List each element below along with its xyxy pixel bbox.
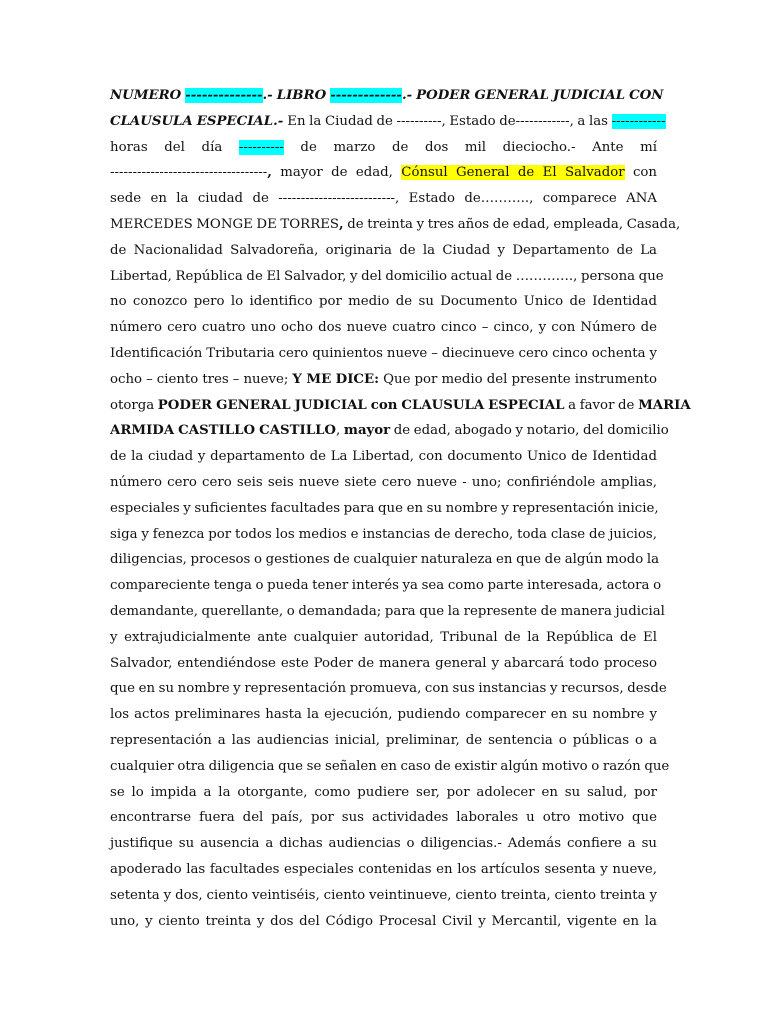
text-run: siga y fenezca por todos los medios e instancias de derecho, toda clase de juicios, [110, 526, 657, 542]
text-run: justifique su ausencia a dichas audiencias o diligencias.- Además confiere a su [110, 836, 657, 852]
document-line [110, 883, 657, 909]
document-line [110, 238, 657, 264]
document-line [110, 418, 669, 444]
text-run: no conozco pero lo identifico por medio de su Documento Unico de Identidad [110, 294, 657, 310]
text-run: horas del día [110, 139, 239, 155]
document-line [110, 805, 657, 831]
text-run: , [336, 423, 344, 439]
text-run: Identificación Tributaria cero quinientos nueve – diecinueve cero cinco ochenta y [110, 345, 657, 361]
text-run: ocho – ciento tres – nueve; [110, 371, 293, 387]
document-line [110, 160, 657, 186]
document-line [110, 315, 657, 341]
bold-text-run: .- PODER GENERAL JUDICIAL CON [401, 88, 664, 103]
text-run: ----------------------------------- [110, 165, 268, 181]
text-run: número cero cuatro uno ocho dos nueve cuatro cinco – cinco, y con Número de [110, 320, 657, 336]
bold-text-run: , [339, 216, 344, 232]
text-run: MERCEDES MONGE DE TORRES [110, 216, 340, 232]
document-line [110, 651, 657, 677]
document-line [110, 599, 665, 625]
bold-text-run: PODER GENERAL JUDICIAL con CLAUSULA ESPECIAL [157, 397, 565, 413]
text-run: mayor de edad, [271, 165, 402, 181]
text-run: especiales y suficientes facultades para que en su nombre y representación inicie, [110, 500, 659, 516]
highlighted-blank: ---------- [238, 139, 284, 155]
text-run: compareciente tenga o pueda tener interés ya sea como parte interesada, actora o [110, 578, 662, 594]
document-line [110, 186, 657, 212]
document-line [110, 83, 664, 109]
text-run: cualquier otra diligencia que se señalen en caso de existir algún motivo o razón que [110, 758, 670, 774]
bold-text-run: ARMIDA CASTILLO CASTILLO [110, 423, 337, 439]
document-line [110, 289, 657, 315]
document-line [110, 728, 657, 754]
document-line [110, 522, 657, 548]
document-line [110, 780, 657, 806]
text-run: otorga [110, 397, 158, 413]
text-run: de marzo de dos mil dieciocho.- Ante mí [283, 139, 657, 155]
text-run: apoderado las facultades especiales contenidas en los artículos sesenta y nueve, [110, 861, 657, 877]
bold-text-run: .- LIBRO [262, 88, 331, 103]
highlighted-blank: ------------- [330, 88, 402, 103]
text-run: de treinta y tres años de edad, empleada, Casada, [343, 216, 681, 232]
text-run: sede en la ciudad de --------------------------, Estado de……….., comparece ANA [110, 191, 657, 207]
document-line [110, 393, 691, 419]
bold-text-run: Y ME DICE: [292, 371, 380, 387]
bold-text-run: , [267, 165, 272, 181]
document-line [110, 857, 657, 883]
document-line [110, 212, 681, 238]
text-run: diligencias, procesos o gestiones de cualquier naturaleza en que de algún modo la [110, 552, 660, 568]
document-line [110, 831, 657, 857]
highlighted-blank: -------------- [185, 88, 263, 103]
text-run: y extrajudicialmente ante cualquier autoridad, Tribunal de la República de El [110, 629, 657, 645]
bold-text-run: mayor [343, 423, 391, 439]
text-run: los actos preliminares hasta la ejecución, pudiendo comparecer en su nombre y [110, 707, 657, 723]
document-line [110, 625, 657, 651]
document-line [110, 702, 657, 728]
text-run: encontrarse fuera del país, por sus actividades laborales u otro motivo que [110, 810, 657, 826]
document-line [110, 135, 657, 161]
text-run: En la Ciudad de ----------, Estado de------------, a las [287, 113, 612, 129]
text-run: uno, y ciento treinta y dos del Código Procesal Civil y Mercantil, vigente en la [110, 913, 657, 929]
text-run: con [624, 165, 657, 181]
text-run: representación a las audiencias inicial, preliminar, de sentencia o públicas o a [110, 732, 657, 748]
highlighted-title: Cónsul General de El Salvador [401, 165, 625, 181]
document-body [110, 83, 691, 934]
bold-text-run: MARIA [638, 397, 691, 413]
text-run: a favor de [564, 397, 639, 413]
bold-text-run: NUMERO [110, 88, 186, 103]
document-line [110, 754, 670, 780]
document-line [110, 470, 657, 496]
text-run: demandante, querellante, o demandada; para que la represente de manera judicial [110, 603, 665, 619]
text-run: Libertad, República de El Salvador, y del domicilio actual de …………., persona que [110, 268, 664, 284]
text-run: que en su nombre y representación promueva, con sus instancias y recursos, desde [110, 681, 667, 697]
text-run: número cero cero seis seis nueve siete cero nueve - uno; confiriéndole amplias, [110, 474, 657, 490]
text-run: de edad, abogado y notario, del domicilio [390, 423, 669, 439]
text-run: de la ciudad y departamento de La Libertad, con documento Unico de Identidad [110, 449, 657, 465]
text-run: setenta y dos, ciento veintiséis, ciento veintinueve, ciento treinta, ciento treinta y [110, 887, 657, 903]
document-line [110, 444, 657, 470]
document-line [110, 341, 657, 367]
text-run: se lo impida a la otorgante, como pudiere ser, por adolecer en su salud, por [110, 784, 657, 800]
text-run: de Nacionalidad Salvadoreña, originaria de la Ciudad y Departamento de La [110, 242, 657, 258]
bold-text-run: CLAUSULA ESPECIAL.- [110, 113, 288, 129]
document-line [110, 496, 657, 522]
text-run: Que por medio del presente instrumento [379, 371, 657, 387]
document-line [110, 676, 667, 702]
document-line [110, 264, 664, 290]
highlighted-blank: ------------ [611, 113, 666, 129]
text-run: Salvador, entendiéndose este Poder de manera general y abarcará todo proceso [110, 655, 657, 671]
document-line [110, 909, 657, 935]
document-line [110, 367, 657, 393]
document-line [110, 547, 660, 573]
document-line [110, 573, 662, 599]
document-line [110, 109, 666, 135]
